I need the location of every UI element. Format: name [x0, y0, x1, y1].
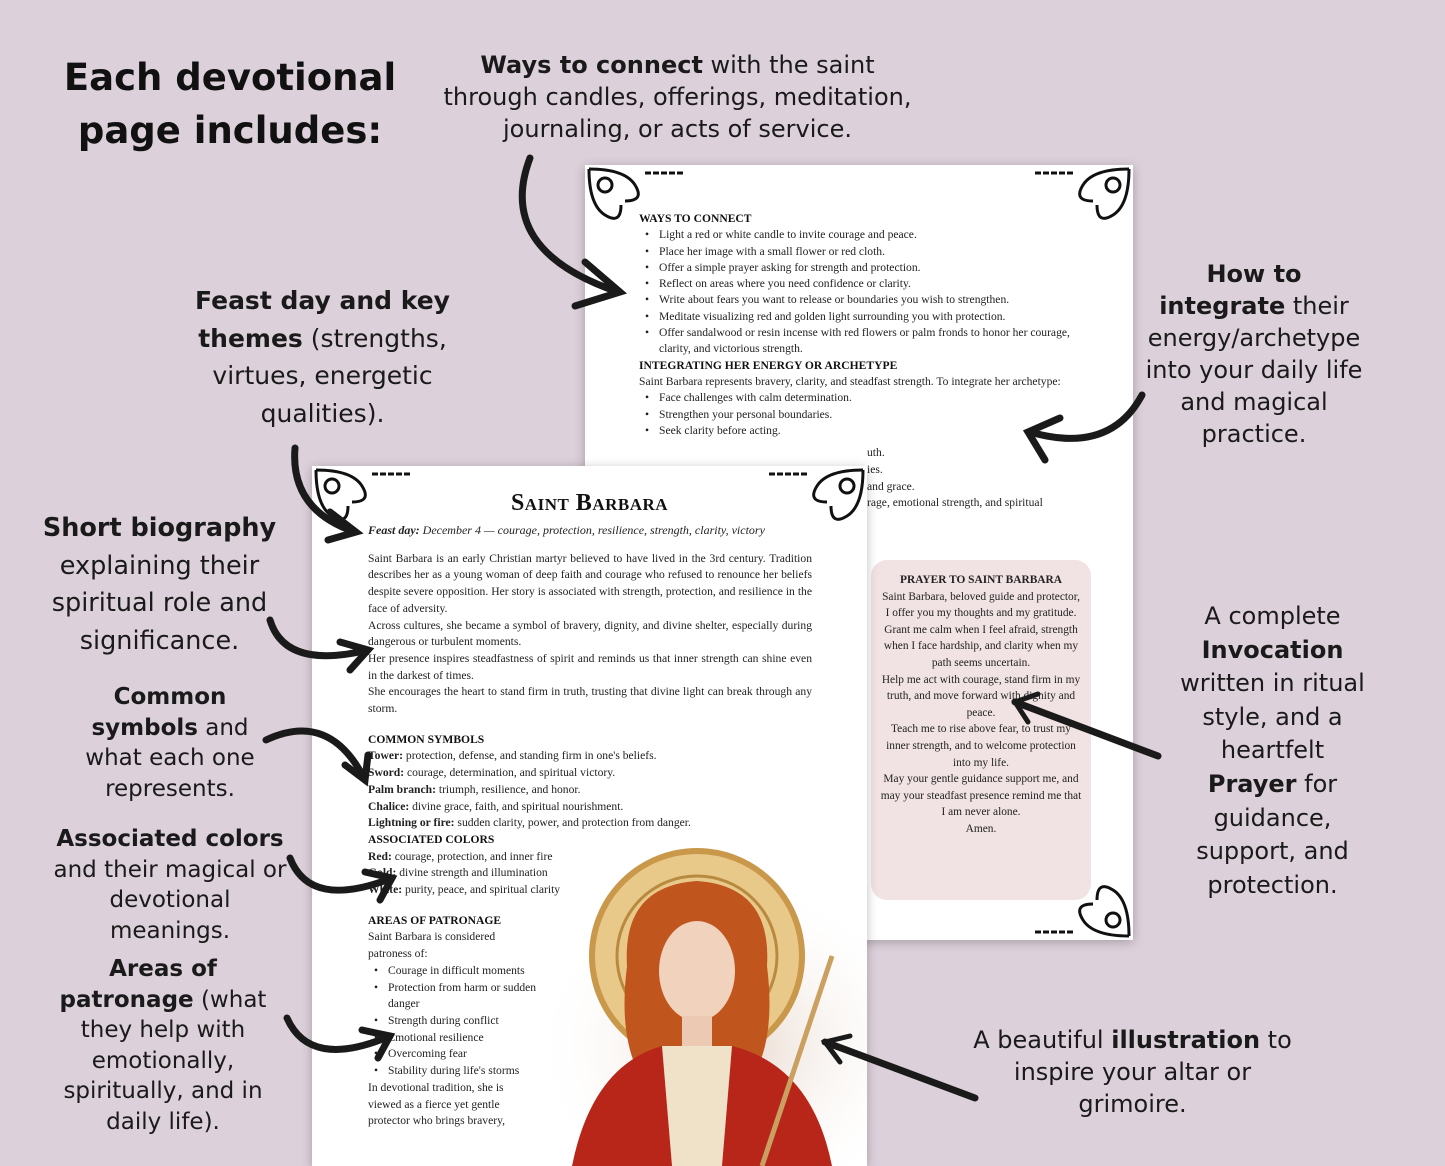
section-heading: ASSOCIATED COLORS: [368, 832, 495, 846]
headline: Each devotional page includes:: [63, 56, 397, 152]
feast-label: Feast day:: [368, 523, 420, 537]
ann-text: their energy/archetype into your daily life and magical practice.: [1145, 291, 1363, 448]
item-key: Sword:: [368, 766, 405, 780]
ann-bold: Areas of patronage: [59, 956, 217, 1013]
prayer-line: Saint Barbara, beloved guide and protector, I offer you my thoughts and my gratitude.: [882, 590, 1080, 620]
feast-text: December 4 — courage, protection, resilience, strength, clarity, victory: [419, 523, 765, 537]
ways-list: [639, 227, 1084, 357]
ann-text: explaining their spiritual role and significance.: [51, 550, 268, 657]
item-value: courage, protection, and inner fire: [391, 849, 553, 863]
ann-bold: Feast day and key themes: [195, 286, 450, 353]
annotation-bio: [42, 510, 277, 661]
ann-text: (strengths, virtues, energetic qualities).: [212, 323, 447, 428]
list-item: • Courage in difficult moments: [388, 963, 538, 980]
bio-paragraph: Across cultures, she became a symbol of bravery, dignity, and divine shelter, especially during dangerous or turbulent moments.: [368, 618, 812, 649]
list-item: • Emotional resilience: [388, 1030, 538, 1047]
prayer-line: Teach me to rise above fear, to trust my inner strength, and to welcome protection into my life.: [886, 723, 1076, 769]
ann-text: with the saint through candles, offerings, meditation, journaling, or acts of service.: [443, 51, 912, 143]
ann-text: (what they help with emotionally, spiritually, and in daily life).: [63, 986, 267, 1135]
ann-bold: Common symbols: [91, 684, 227, 741]
symbols-item: [368, 799, 812, 816]
list-item: • Light a red or white candle to invite courage and peace.: [659, 227, 1084, 243]
list-item: • Overcoming fear: [388, 1046, 538, 1063]
ann-bold: Associated colors: [56, 826, 284, 852]
annotation-colors: [50, 824, 290, 946]
symbols-list: [368, 748, 812, 832]
integrating-list: [639, 390, 1084, 439]
item-value: protection, defense, and standing firm in one's beliefs.: [403, 749, 657, 763]
prayer-line: Grant me calm when I feel afraid, strength when I face hardship, and clarity when my path seems uncertain.: [883, 623, 1079, 669]
ann-text: A complete: [1204, 602, 1341, 630]
partial-line: and grace.: [867, 479, 915, 493]
prayer-box: [871, 560, 1091, 900]
item-value: purity, peace, and spiritual clarity: [402, 883, 561, 897]
ann-bold: How to integrate: [1159, 260, 1302, 320]
bio-paragraph: She encourages the heart to stand firm in truth, trusting that divine light can break through any storm.: [368, 685, 812, 716]
list-item: • Reflect on areas where you need confidence or clarity.: [659, 276, 1084, 292]
annotation-symbols: [80, 682, 260, 804]
partial-line: ies.: [867, 462, 883, 476]
section-heading: AREAS OF PATRONAGE: [368, 913, 502, 927]
prayer-line: Help me act with courage, stand firm in my truth, and move forward with dignity and peace.: [881, 673, 1081, 719]
colors-item: [368, 849, 812, 866]
annotation-patronage: [48, 954, 278, 1137]
list-item: • Offer sandalwood or resin incense with red flowers or palm fronds to honor her courage, clarity, and victorious strength.: [659, 325, 1084, 358]
list-item: • Place her image with a small flower or red cloth.: [659, 244, 1084, 260]
list-item: • Protection from harm or sudden danger: [388, 980, 538, 1013]
ann-bold: Prayer: [1207, 769, 1297, 798]
prayer-line: Amen.: [965, 822, 997, 835]
item-value: divine strength and illumination: [396, 866, 548, 880]
item-key: Tower:: [368, 749, 403, 763]
colors-item: [368, 865, 812, 882]
colors-list: [368, 849, 812, 899]
item-key: Gold:: [368, 866, 397, 880]
ann-bold: Ways to connect: [480, 51, 703, 79]
section-heading: INTEGRATING HER ENERGY OR ARCHETYPE: [639, 358, 898, 372]
bio-paragraph: Saint Barbara is an early Christian martyr believed to have lived in the 3rd century. Tradition describes her as a young woman of deep faith and courage who refused to renounce her beliefs despite severe opposition. Her story is associated with strength, protection, and resilience in the face of adversity.: [368, 551, 812, 615]
ann-bold: Invocation: [1201, 635, 1344, 664]
ann-text: and their magical or devotional meanings.: [53, 856, 287, 944]
symbols-item: [368, 748, 812, 765]
symbols-item: [368, 765, 812, 782]
list-item: • Stability during life's storms: [388, 1063, 538, 1080]
list-item: • Offer a simple prayer asking for strength and protection.: [659, 260, 1084, 276]
section-heading: COMMON SYMBOLS: [368, 732, 485, 746]
list-item: • Seek clarity before acting.: [659, 423, 1084, 439]
item-key: Lightning or fire:: [368, 816, 455, 830]
feast-line: [368, 522, 812, 539]
saint-title: Saint Barbara: [510, 490, 669, 516]
item-value: sudden clarity, power, and protection from danger.: [454, 816, 691, 830]
list-item: • Strengthen your personal boundaries.: [659, 407, 1084, 423]
patronage-list: [368, 963, 538, 1080]
symbols-item: [368, 815, 812, 832]
paragraph: Saint Barbara represents bravery, clarity, and steadfast strength. To integrate her archetype:: [639, 374, 1061, 388]
annotation-feast: [195, 282, 450, 432]
item-key: Chalice:: [368, 799, 410, 813]
prayer-line: May your gentle guidance support me, and may your steadfast presence remind me that I am never alone.: [880, 773, 1082, 819]
ann-text: written in ritual style, and a heartfelt: [1180, 669, 1365, 765]
item-value: divine grace, faith, and spiritual nourishment.: [409, 799, 624, 813]
biography: [368, 551, 812, 718]
annotation-ways: [440, 50, 915, 146]
item-key: White:: [368, 883, 403, 897]
ann-text: A beautiful: [973, 1026, 1112, 1054]
prayer-heading: PRAYER TO SAINT BARBARA: [900, 574, 1062, 586]
item-value: courage, determination, and spiritual victory.: [404, 766, 616, 780]
list-item: • Meditate visualizing red and golden light surrounding you with protection.: [659, 309, 1084, 325]
ann-bold: illustration: [1111, 1026, 1261, 1054]
list-item: • Face challenges with calm determination.: [659, 390, 1084, 406]
bio-paragraph: Her presence inspires steadfastness of spirit and reminds us that inner strength can shine even in the darkest of times.: [368, 651, 812, 682]
section-heading: WAYS TO CONNECT: [639, 212, 752, 225]
partial-line: uth.: [867, 446, 885, 460]
symbols-item: [368, 782, 812, 799]
item-key: Palm branch:: [368, 782, 436, 796]
patronage-section: [368, 913, 538, 1130]
annotation-integrate: [1145, 259, 1363, 450]
prayer-text: [879, 589, 1083, 838]
ann-bold: Short biography: [42, 513, 277, 543]
colors-item: [368, 882, 812, 899]
ann-text: and what each one represents.: [85, 714, 255, 802]
paragraph: In devotional tradition, she is viewed as a fierce yet gentle protector who brings bravery,: [368, 1080, 506, 1128]
list-item: • Strength during conflict: [388, 1013, 538, 1030]
paragraph: Saint Barbara is considered patroness of:: [368, 930, 496, 961]
front-page: [312, 466, 867, 1166]
item-key: Red:: [368, 849, 392, 863]
list-item: • Write about fears you want to release or boundaries you wish to strengthen.: [659, 292, 1084, 308]
ann-text: to inspire your altar or grimoire.: [1013, 1026, 1292, 1118]
annotation-illustration: [960, 1025, 1305, 1121]
annotation-invocation: [1180, 600, 1365, 902]
ann-text: for guidance, support, and protection.: [1196, 769, 1349, 899]
item-value: triumph, resilience, and honor.: [435, 782, 581, 796]
partial-line: rage, emotional strength, and spiritual: [867, 496, 1043, 510]
front-page-text: [368, 522, 812, 1130]
